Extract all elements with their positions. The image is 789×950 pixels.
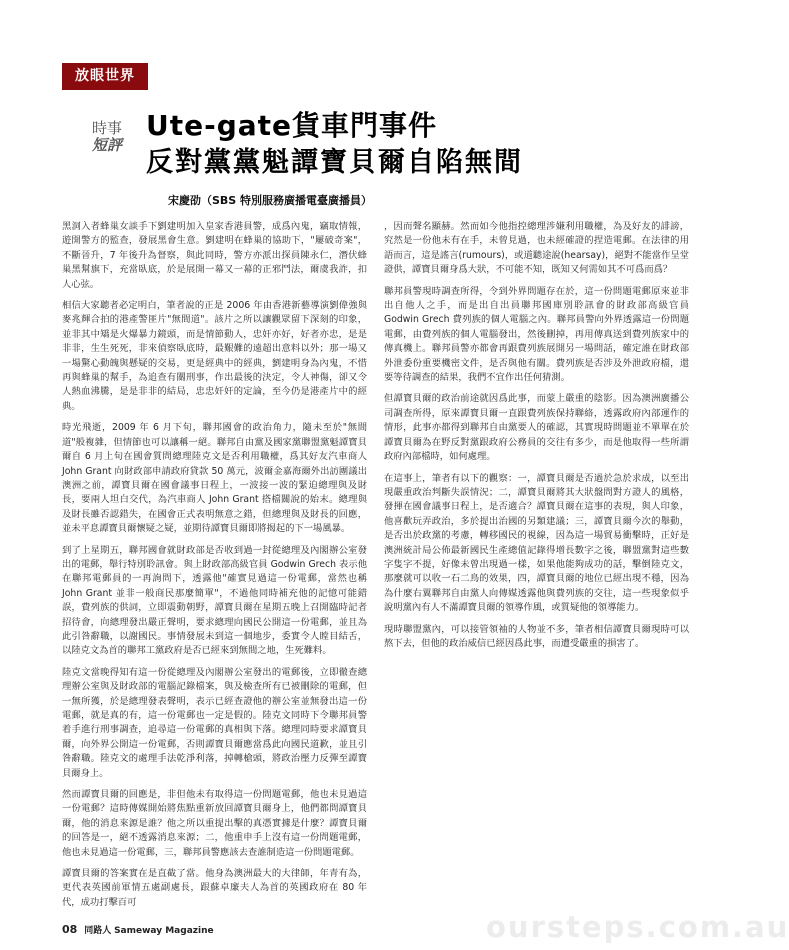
column-badge: [88, 120, 126, 156]
paragraph: 相信大家聽者必定明白，筆者說的正是 2006 年由香港新藝導演劉偉強與麥兆輝合拍的港產警匪片"無間道"。該片之所以讓觀眾留下深刻的印象，並非其中矯是火爆暴力鏡頭，而是情節動人，忠奸亦好，好者亦忠，是是非非，生生死死，非來偵察臥底時，最艱難的遠超出意料以外；那一場又一場驚心動魄與懸疑的交易，更是經典中的經典，劉建明身為內鬼，不惜再與蜂巢的幫手，為追查有關刑事，作出最後的決定，令人神傷，卻又令人熱血沸騰，是是非非的結局，忠忠奸奸的定論，至今仍是港產片中的經典。: [62, 300, 367, 412]
magazine-name-cn: 同路人: [84, 926, 112, 936]
badge-line-1: 時事: [91, 119, 122, 137]
article-title-line-2: 反對黨黨魁譚寶貝爾自陷無間: [146, 147, 523, 178]
paragraph: 現時聯盟黨內，可以接管領袖的人物並不多，筆者相信譚寶貝爾現時可以熬下去，但他的政治威信已經因爲此事，而遭受嚴重的損害了。: [384, 623, 689, 649]
magazine-name-en: Sameway Magazine: [114, 926, 214, 936]
section-tab: 放眼世界: [62, 63, 148, 90]
page-footer: [62, 923, 214, 936]
article-right-column: [384, 220, 689, 658]
article-title-line-1: Ute-gate貨車門事件: [146, 109, 438, 142]
article-byline: 宋慶劭（SBS 特別服務廣播電臺廣播員）: [168, 194, 373, 207]
watermark: oursteps.com.au: [486, 910, 789, 944]
paragraph: 陸克文當晚得知有這一份從總理及內閣辦公室發出的電郵後，立即徹查總理辦公室與及財政部的電腦記錄檔案，與及檢查所有已被刪除的電郵，但一無所獲，於是總理發表聲明，表示已經查證他的辦公室並無發出這一份電郵，就是真的有，這一份電郵也一定是假的。陸克文同時下令聯邦員警着手進行刑事調查，追尋這一份電郵的真相與下落。總理同時要求譚寶貝爾，向外界公開這一份電郵，否則譚寶貝爾應當爲此向國民道歉，並且引咎辭職。陸克文的處理手法乾淨利落，掉轉槍頭，將政治壓力反彈至譚寶貝爾身上。: [62, 666, 367, 779]
paragraph: 譚寶貝爾的答案實在是直截了當。他身為澳洲最大的大律師，年青有為，更代表英國前軍情五處副處長，跟蘇卓廉夫人為首的英國政府在 80 年代，成功打擊百可: [62, 868, 367, 908]
paragraph: 在這事上，筆者有以下的觀察：一，譚寶貝爾是否過於急於求成，以至出現嚴重政治判斷失誤情況；二，譚寶貝爾將其大狀盤問對方證人的風格，發揮在國會議事日程上，是否適合？譚寶貝爾在這事的表現，與人印象，他喜歡玩弄政治，多於提出治國的另類建議；三，譚寶貝爾今次的舉動，是否出於政黨的考慮，轉移國民的視線，因為這一場貿易衝擊時，正好是澳洲統計局公佈最新國民生產總值記錄得增長數字之後，聯盟黨對這些數字隻字不提，好像未曾出現過一樣，如果他能夠成功的話，擊倒陸克文，那麼就可以收一石二鳥的效果，四，譚寶貝爾的地位已經出現不穩，因為為什麼右翼聯邦自由黨人向傳媒透露他與費列族的交往，這一些現象似乎說明黨內有人不滿譚寶貝爾的領導作風，或質疑他的領導能力。: [384, 472, 689, 614]
page-number: 08: [62, 923, 78, 936]
paragraph: 到了上星期五，聯邦國會就財政部是否收到過一封從總理及內閣辦公室發出的電郵，舉行特別聆訊會。與上財政部高級官員 Godwin Grech 表示他在聯邦電郵員的一再詢問下，透露他"確實見過這一份電郵，當然也稱 John Grant 並非一般商民那麼簡單"，不過他同時補充他的記憶可能錯誤，費列族的供詞，立即震動朝野，譚寶貝爾在星期五晚上召開臨時記者招待會，向總理發出嚴正聲明，要求總理向國民公開這一份電郵，並且為此引咎辭職，以謝國民。事情發展未到這一個地步，委實令人瞠目結舌，以陸克文為首的聯邦工黨政府是否已經來到無間之地，生死難料。: [62, 544, 367, 657]
paragraph: 黑洞入者蜂巢女談手下劉建明加入皇家香港員警，成爲內鬼，竊取情報，遊開警方的監查，發展黑會生意。劉建明在蜂巢的協助下，"屢破奇案"，不斷晉升，7 年後升為督察，與此同時，警方亦派出探員陳永仁，潛伏蜂巢黑幫旗下，充當臥底，於是展開一幕又一幕的正邪鬥法，爾虞我詐，扣人心弦。: [62, 221, 367, 290]
paragraph: 時光飛逝，2009 年 6 月下旬，聯邦國會的政治角力，隨未至於"無間道"般複雜，但情節也可以讓稱一絕。聯邦自由黨及國家黨聯盟黨魁譚寶貝爾自 6 月上旬在國會質問總理陸克文是否利用職權，爲其好友汽車商人 John Grant 向財政部申請政府貸款 50 萬元，波爾金嘉海爾外出訪團議出澳洲之前，譚寶貝爾在國會議事日程上，一波接一波的緊迫總理與及財長，要兩人坦白交代，為汽車商人 John Grant 搭檔關說的始末。總理與及財長雖否認錯失，在國會正式表明無意之錯，但總理與及財長的回應，並未平息譚寶貝爾懷疑之疑，並期待譚寶貝爾即將揭起的下一場風暴。: [62, 422, 367, 535]
badge-line-2: 短評: [91, 136, 122, 154]
paragraph: ，因而聲名顯赫。然而如今他指控總理涉嫌利用職權，為及好友的誹謗，究然是一份他未有在手，未曾見過，也未經確證的捏造電郵。在法律的用語而言，這是謠言(rumours)，或道聽途說(hearsay)，絕對不能當作呈堂證供，譚寶貝爾身爲大狀，不可能不知，既知又何需如其不可爲而爲？: [384, 221, 689, 276]
article-left-column: [62, 220, 367, 917]
paragraph: 但譚寶貝爾的政治前途就因爲此事，而蒙上嚴重的陰影。因為澳洲廣播公司調查所得，原來譚寶貝爾一直跟費列族保持聯絡，透露政府內部運作的情形，此事亦都得到聯邦自由黨要人的確認，其實現時問題並不單單在於譚寶貝爾為在野反對黨跟政府公務員的交往有多少，而是他取得一些所謂政府內部檔時，如何處理。: [384, 393, 689, 463]
paragraph: 然而譚寶貝爾的回應是，非但他未有取得這一份問題電郵，他也未見過這一份電郵？這時傳媒開始將焦點重新放回譚寶貝爾身上，他們都問譚寶貝爾，他的消息來源是誰？他之所以重提出擊的真憑實據是什麼？譚寶貝爾的回答是一，絕不透露消息來源；二，他重申手上沒有這一份問題電郵，他也未見過這一份電郵，三，聯邦員警應該去查誰制造這一份問題電郵。: [62, 789, 367, 858]
paragraph: 聯邦員警現時調查所得，令到外界問題存在於，這一份問題電郵原來並非出自他人之手，而是出自出員聯邦國庫別聆訊會的財政部高級官員 Godwin Grech 費列族的個人電腦之內。聯邦員警向外界透露這一份問題電郵，由費列族的個人電腦發出，然後刪掉，再用傳真送到費列族家中的傳真機上。聯邦員警亦都會再跟費列族展開另一場問話，確定誰在財政部外泄委份重要機密文件，是否與他有關。費列族是否涉及外泄政府檔，還要等待調查的結果，我們不宜作出任何猜測。: [384, 285, 689, 384]
